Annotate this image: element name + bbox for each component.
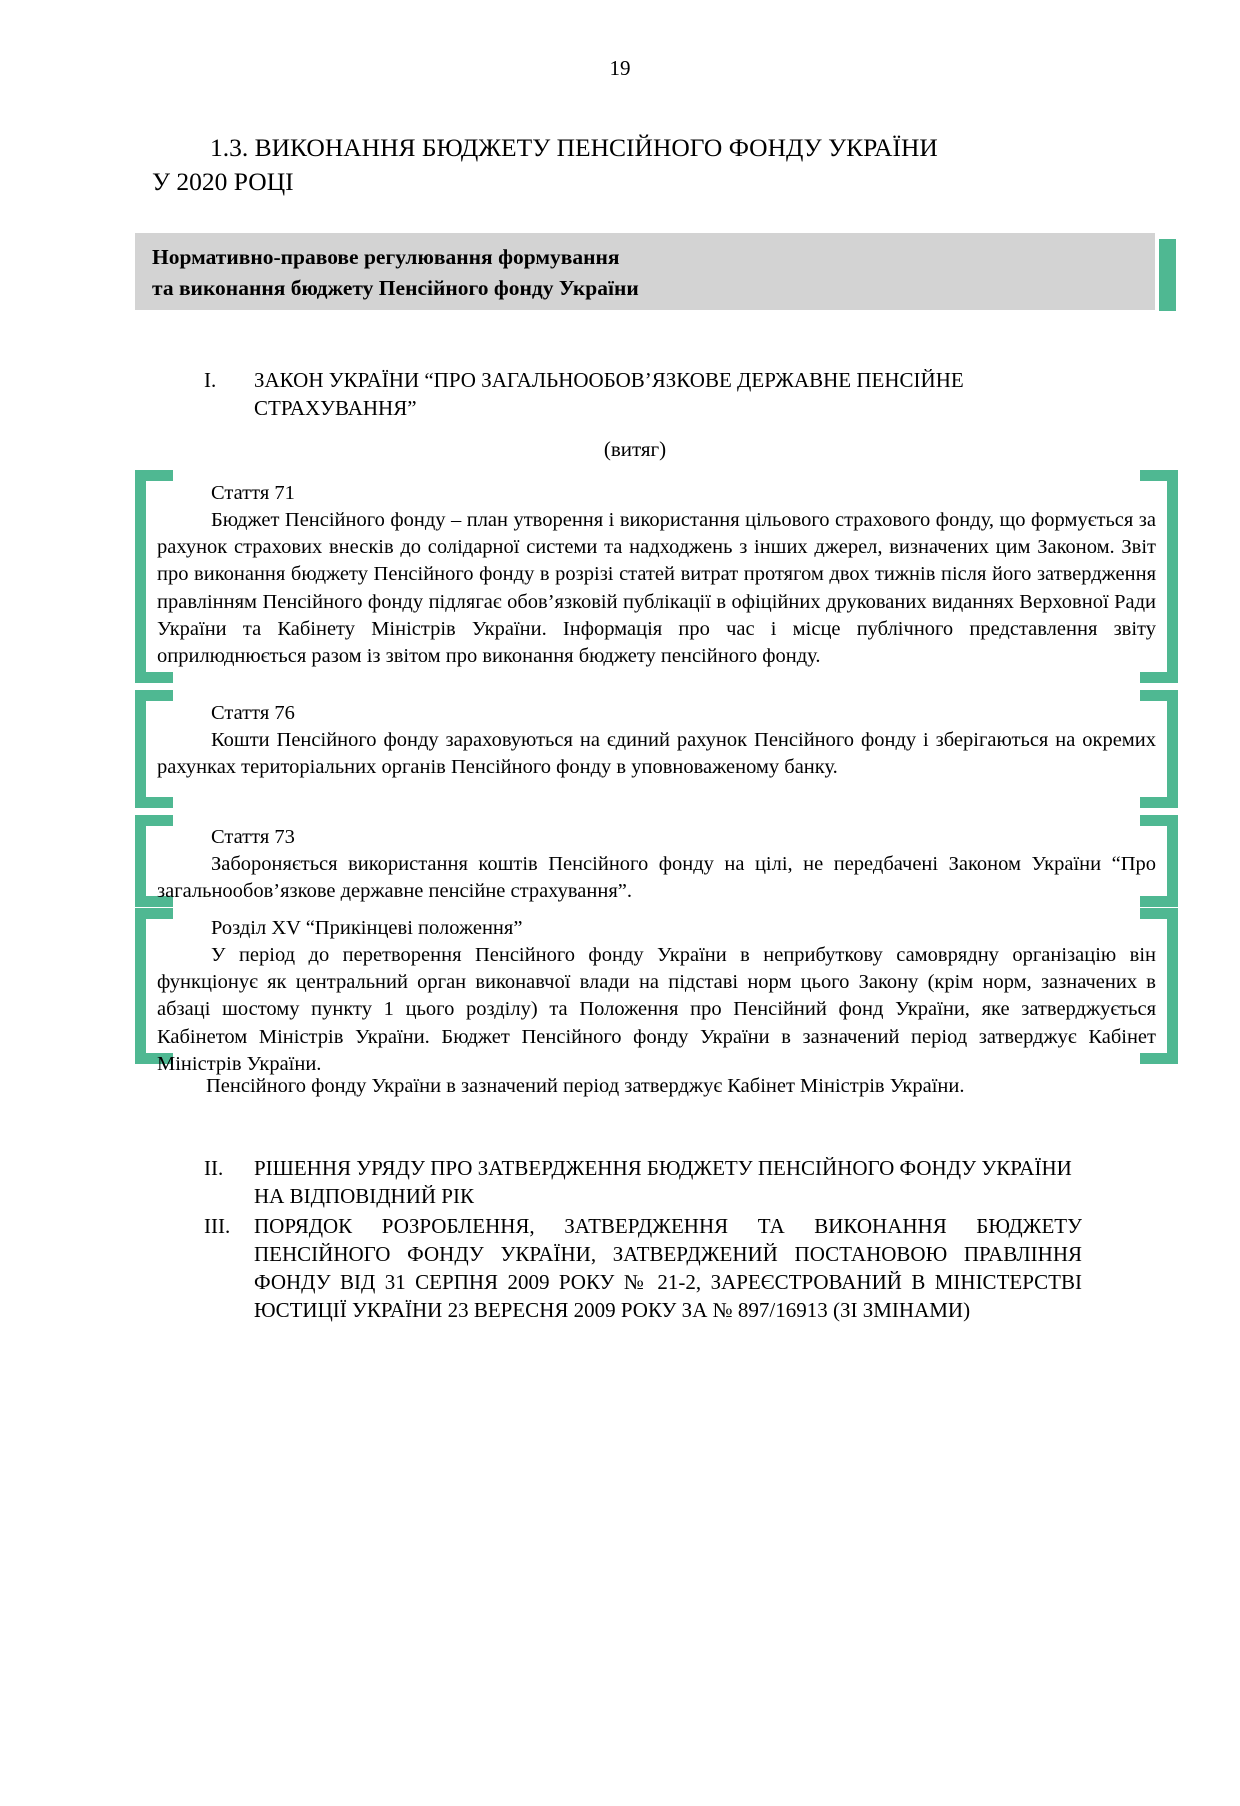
roman-list-item-2 xyxy=(182,1155,1082,1211)
bracket-right-bottom-tick xyxy=(1140,797,1178,808)
roman-text-3: ПОРЯДОК РОЗРОБЛЕННЯ, ЗАТВЕРДЖЕННЯ ТА ВИКОНАННЯ БЮДЖЕТУ ПЕНСІЙНОГО ФОНДУ УКРАЇНИ, ЗАТВЕРДЖЕНИЙ ПОСТАНОВОЮ ПРАВЛІННЯ ФОНДУ ВІД 31 СЕРПНЯ 2009 РОКУ № 21-2, ЗАРЕЄСТРОВАНИЙ В МІНІСТЕРСТВІ ЮСТИЦІЇ УКРАЇНИ 23 ВЕРЕСНЯ 2009 РОКУ ЗА № 897/16913 (ЗІ ЗМІНАМИ) xyxy=(254,1214,1082,1322)
closing-paragraph: Пенсійного фонду України в зазначений період затверджує Кабінет Міністрів України. xyxy=(206,1075,965,1097)
roman-numeral-3: III. xyxy=(204,1214,231,1238)
quote-body-2: Кошти Пенсійного фонду зараховуються на єдиний рахунок Пенсійного фонду і зберігаються на окремих рахунках територіальних органів Пенсійного фонду в уповноваженому банку. xyxy=(157,728,1156,778)
bracket-right-bottom-tick xyxy=(1140,672,1178,683)
band-heading-line-1: Нормативно-правове регулювання формування xyxy=(152,245,620,269)
roman-text-1: ЗАКОН УКРАЇНИ “ПРО ЗАГАЛЬНООБОВ’ЯЗКОВЕ ДЕРЖАВНЕ ПЕНСІЙНЕ СТРАХУВАННЯ” xyxy=(254,368,964,420)
quote-heading-2: Стаття 76 xyxy=(211,702,295,724)
roman-text-2: РІШЕННЯ УРЯДУ ПРО ЗАТВЕРДЖЕННЯ БЮДЖЕТУ ПЕНСІЙНОГО ФОНДУ УКРАЇНИ НА ВІДПОВІДНИЙ РІК xyxy=(254,1156,1072,1208)
section-heading-band xyxy=(135,233,1177,310)
quote-block-statute-73 xyxy=(135,815,1178,907)
band-accent-bar xyxy=(1159,239,1176,311)
band-heading-line-2: та виконання бюджету Пенсійного фонду України xyxy=(152,276,639,301)
page-number: 19 xyxy=(609,56,631,80)
roman-numeral-1: I. xyxy=(204,368,217,392)
roman-list-item-1 xyxy=(182,367,1082,423)
quote-heading-3: Стаття 73 xyxy=(211,826,295,848)
quote-heading-1: Стаття 71 xyxy=(211,482,295,504)
page-title-line-2: У 2020 РОЦІ xyxy=(152,166,294,196)
quote-block-section-xv xyxy=(135,908,1178,1076)
band-heading-text xyxy=(152,242,1112,304)
bracket-left-bottom-tick xyxy=(135,672,173,683)
quote-body-1: Бюджет Пенсійного фонду – план утворення і використання цільового страхового фонду, що формується за рахунок страхових внесків до солідарної системи та надходжень з інших джерел, визначених цим Законом. Звіт про виконання бюджету Пенсійного фонду в розрізі статей витрат протягом двох тижнів після його затвердження правлінням Пенсійного фонду підлягає обов’язковій публікації в офіційних друкованих виданнях Верховної Ради України та Кабінету Міністрів України. Інформація про час і місце публічного представлення звіту оприлюднюється разом із звітом про виконання бюджету пенсійного фонду. xyxy=(157,508,1156,668)
quote-heading-4: Розділ XV “Прикінцеві положення” xyxy=(211,917,523,939)
extract-label: (витяг) xyxy=(603,437,667,461)
roman-list-item-3 xyxy=(182,1213,1082,1325)
quote-body-3: Забороняється використання коштів Пенсійного фонду на цілі, не передбачені Законом України “Про загальнообов’язкове державне пенсійне страхування”. xyxy=(157,852,1156,902)
page-title-line-1: 1.3. ВИКОНАННЯ БЮДЖЕТУ ПЕНСІЙНОГО ФОНДУ УКРАЇНИ xyxy=(210,133,938,162)
roman-numeral-2: II. xyxy=(204,1156,224,1180)
quote-block-statute-71 xyxy=(135,470,1178,683)
quote-body-4: У період до перетворення Пенсійного фонду України в неприбуткову самоврядну організацію він функціонує як центральний орган виконавчої влади на підставі норм цього Закону (крім норм, зазначених в абзаці шостому пункту 1 цього розділу) та Положення про Пенсійний фонд України, яке затверджується Кабінетом Міністрів України. Бюджет Пенсійного фонду України в зазначений період затверджує Кабінет Міністрів України. xyxy=(157,943,1156,1076)
quote-block-statute-76 xyxy=(135,690,1178,808)
page-title xyxy=(152,131,1092,198)
bracket-left-bottom-tick xyxy=(135,797,173,808)
